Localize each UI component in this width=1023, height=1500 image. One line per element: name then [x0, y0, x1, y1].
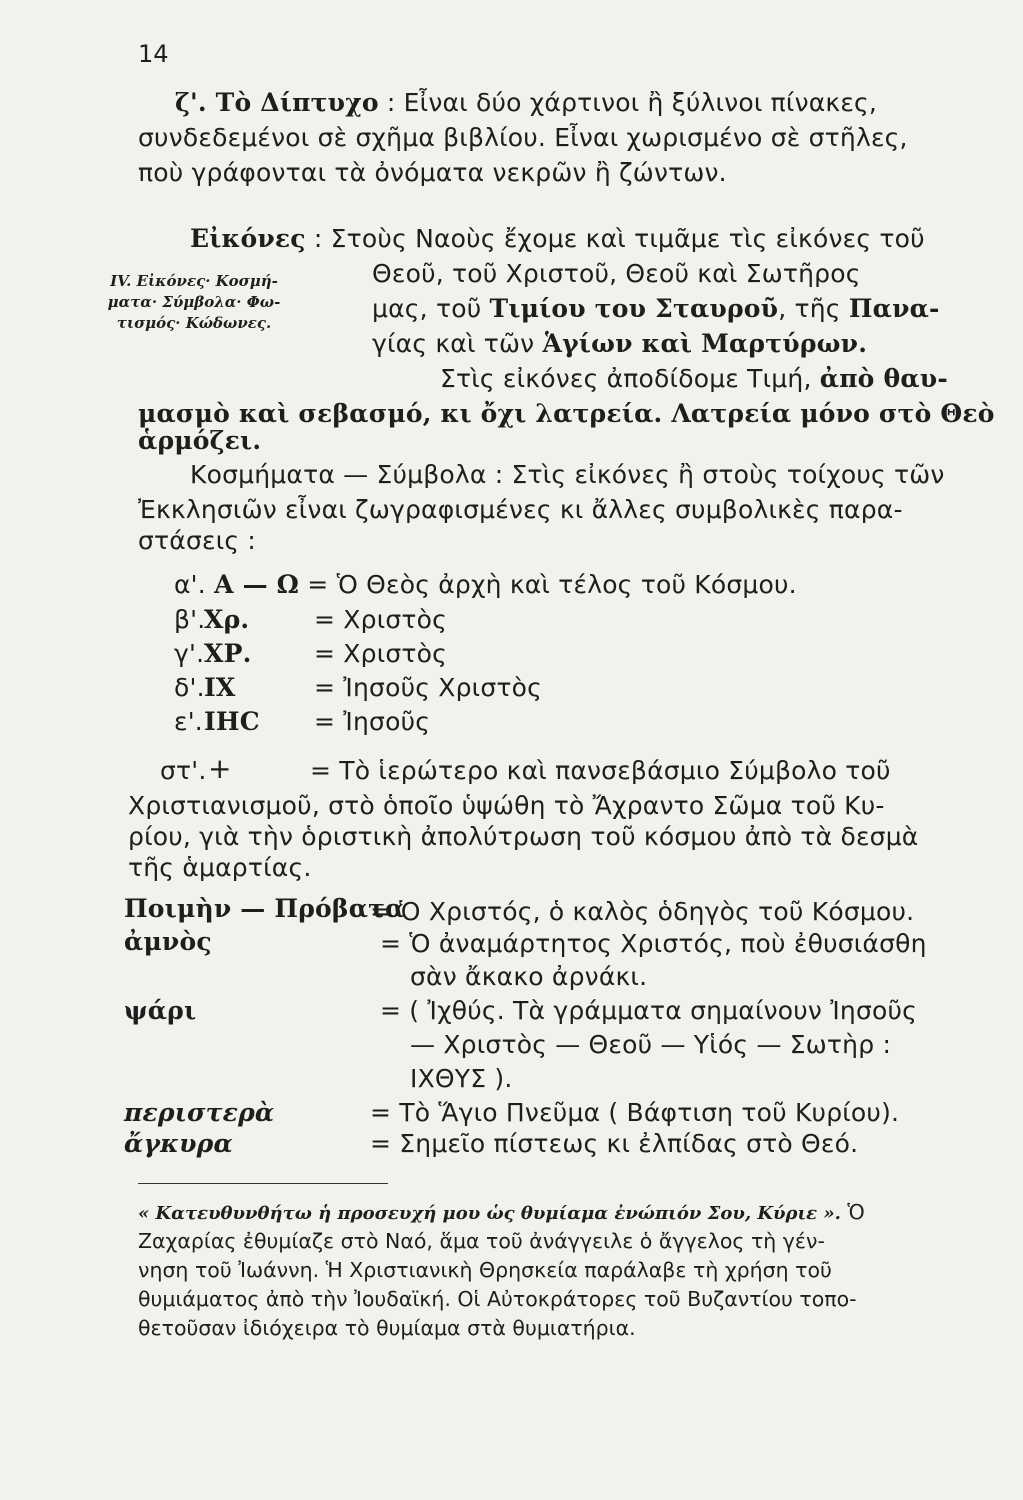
ornaments-line-3: στάσεις :: [138, 526, 257, 555]
icons-text-1: : Στοὺς Ναοὺς ἔχομε καὶ τιμᾶμε τὶς εἰκόνες τοῦ: [313, 224, 925, 253]
image-meaning: = Τὸ Ἅγιο Πνεῦμα ( Βάφτιση τοῦ Κυρίου).: [370, 1098, 900, 1127]
symbol-meaning: = Ἰησοῦς: [314, 707, 431, 736]
symbol-number: δ'.: [174, 673, 205, 702]
diptych-text-1: : Εἶναι δύο χάρτινοι ἢ ξύλινοι πίνακες,: [386, 88, 878, 117]
image-label: ἀμνὸς: [124, 927, 212, 956]
icons-text-4a: γίας καὶ τῶν: [372, 329, 543, 358]
image-label: ψάρι: [124, 996, 197, 1025]
cross-line-1: Χριστιανισμοῦ, στὸ ὁποῖο ὑψώθη τὸ Ἄχραντο Σῶμα τοῦ Κυ-: [128, 791, 885, 820]
image-meaning: = Ὁ Χριστός, ὁ καλὸς ὁδηγὸς τοῦ Κόσμου.: [370, 897, 915, 926]
icons-line-6: μασμὸ καὶ σεβασμό, κι ὄχι λατρεία. Λατρεία μόνο στὸ Θεὸ: [138, 399, 995, 428]
footnote-quote: « Κατευθυνθήτω ἡ προσευχή μου ὡς θυμίαμα ἐνώπιόν Σου, Κύριε ».: [138, 1203, 841, 1224]
symbol-number: β'.: [174, 605, 206, 634]
margin-note-line-1: IV. Εἰκόνες· Κοσμή-: [110, 272, 278, 290]
icons-text-5a: Στὶς εἰκόνες ἀποδίδομε Τιμή,: [440, 364, 820, 393]
icons-line-4: [372, 327, 867, 361]
margin-note-line-3: τισμός· Κώδωνες.: [116, 314, 272, 332]
icons-heading: Εἰκόνες: [190, 224, 306, 253]
footnote-line-2: Ζαχαρίας ἐθυμίαζε στὸ Ναό, ἅμα τοῦ ἀνάγγειλε ὁ ἄγγελος τὴ γέν-: [138, 1229, 825, 1253]
diptych-line-2: συνδεδεμένοι σὲ σχῆμα βιβλίου. Εἶναι χωρισμένο σὲ στῆλες,: [138, 123, 908, 152]
icons-line-2: Θεοῦ, τοῦ Χριστοῦ, Θεοῦ καὶ Σωτῆρος: [372, 259, 861, 288]
symbol-number: στ'.: [160, 756, 207, 785]
footnote-line-4: θυμιάματος ἀπὸ τὴν Ἰουδαϊκή. Οἱ Αὐτοκράτορες τοῦ Βυζαντίου τοπο-: [138, 1287, 857, 1311]
footnote-line-5: θετοῦσαν ἰδιόχειρα τὸ θυμίαμα στὰ θυμιατήρια.: [138, 1316, 636, 1340]
symbol-meaning: = Ὁ Θεὸς ἀρχὴ καὶ τέλος τοῦ Κόσμου.: [307, 570, 797, 599]
diptych-line-3: ποὺ γράφονται τὰ ὀνόματα νεκρῶν ἢ ζώντων.: [138, 158, 727, 187]
ornaments-text-1: : Στὶς εἰκόνες ἢ στοὺς τοίχους τῶν: [494, 460, 945, 489]
image-label: Ποιμὴν — Πρόβατα: [124, 894, 405, 923]
footnote-line-1: [138, 1198, 865, 1228]
ornaments-line-2: Ἐκκλησιῶν εἶναι ζωγραφισμένες κι ἄλλες συμβολικὲς παρα-: [138, 495, 903, 524]
symbol-number: α'.: [174, 570, 206, 599]
image-label: περιστερὰ: [124, 1098, 275, 1127]
symbol-row: [174, 568, 797, 602]
symbol-letters: ΧΡ.: [204, 639, 252, 668]
icons-text-3d: Πανα-: [848, 294, 940, 323]
margin-note: [104, 271, 284, 334]
image-meaning: ΙΧΘΥΣ ).: [410, 1064, 513, 1093]
icons-text-5b: ἀπὸ θαυ-: [819, 364, 948, 393]
image-meaning: σὰν ἄκακο ἀρνάκι.: [410, 962, 648, 991]
symbol-letters: ΙΗC: [204, 707, 260, 736]
ornaments-line-1: [190, 458, 945, 492]
icons-text-3b: Τιμίου του Σταυροῦ: [489, 294, 779, 323]
symbol-letters: ΙΧ: [204, 673, 236, 702]
symbol-number: γ'.: [174, 639, 205, 668]
icons-text-4b: Ἁγίων καὶ Μαρτύρων.: [542, 329, 868, 358]
image-meaning: = Ὁ ἀναμάρτητος Χριστός, ποὺ ἐθυσιάσθη: [380, 929, 927, 958]
icons-line-5: [440, 362, 948, 396]
image-meaning: = Σημεῖο πίστεως κι ἐλπίδας στὸ Θεό.: [370, 1129, 859, 1158]
icons-line-7: ἁρμόζει.: [138, 426, 262, 455]
footnote-line-3: νηση τοῦ Ἰωάννη. Ἡ Χριστιανικὴ Θρησκεία παράλαβε τὴ χρήση τοῦ: [138, 1258, 832, 1282]
symbol-meaning: = Χριστὸς: [314, 639, 448, 668]
cross-line-3: τῆς ἁμαρτίας.: [128, 853, 312, 882]
icons-text-3a: μας, τοῦ: [372, 294, 490, 323]
cross-symbol: +: [208, 752, 232, 785]
icons-line-1: [190, 222, 925, 256]
diptych-line-1: [175, 86, 877, 120]
margin-note-line-2: ματα· Σύμβολα· Φω-: [107, 293, 281, 311]
footnote-divider: [138, 1183, 388, 1184]
footnote-text-1: Ὁ: [840, 1200, 865, 1224]
icons-text-3c: , τῆς: [778, 294, 849, 323]
cross-line-2: ρίου, γιὰ τὴν ὁριστικὴ ἀπολύτρωση τοῦ κόσμου ἀπὸ τὰ δεσμὰ: [128, 822, 919, 851]
image-meaning: — Χριστὸς — Θεοῦ — Υἱός — Σωτὴρ :: [410, 1030, 892, 1059]
page-number: 14: [138, 40, 169, 68]
symbol-letters: Χρ.: [204, 605, 250, 634]
diptych-heading: ζ'. Τὸ Δίπτυχο: [175, 88, 379, 117]
symbol-meaning: = Χριστὸς: [314, 605, 448, 634]
image-meaning: = ( Ἰχθύς. Τὰ γράμματα σημαίνουν Ἰησοῦς: [380, 996, 918, 1025]
ornaments-heading: Κοσμήματα — Σύμβολα: [190, 460, 487, 489]
icons-line-3: [372, 292, 940, 326]
symbol-meaning: = Ἰησοῦς Χριστὸς: [314, 673, 542, 702]
symbol-number: ε'.: [174, 707, 203, 736]
symbol-meaning: = Τὸ ἱερώτερο καὶ πανσεβάσμιο Σύμβολο τοῦ: [310, 756, 891, 785]
symbol-letters: Α — Ω: [214, 570, 300, 599]
image-label: ἄγκυρα: [124, 1129, 233, 1158]
